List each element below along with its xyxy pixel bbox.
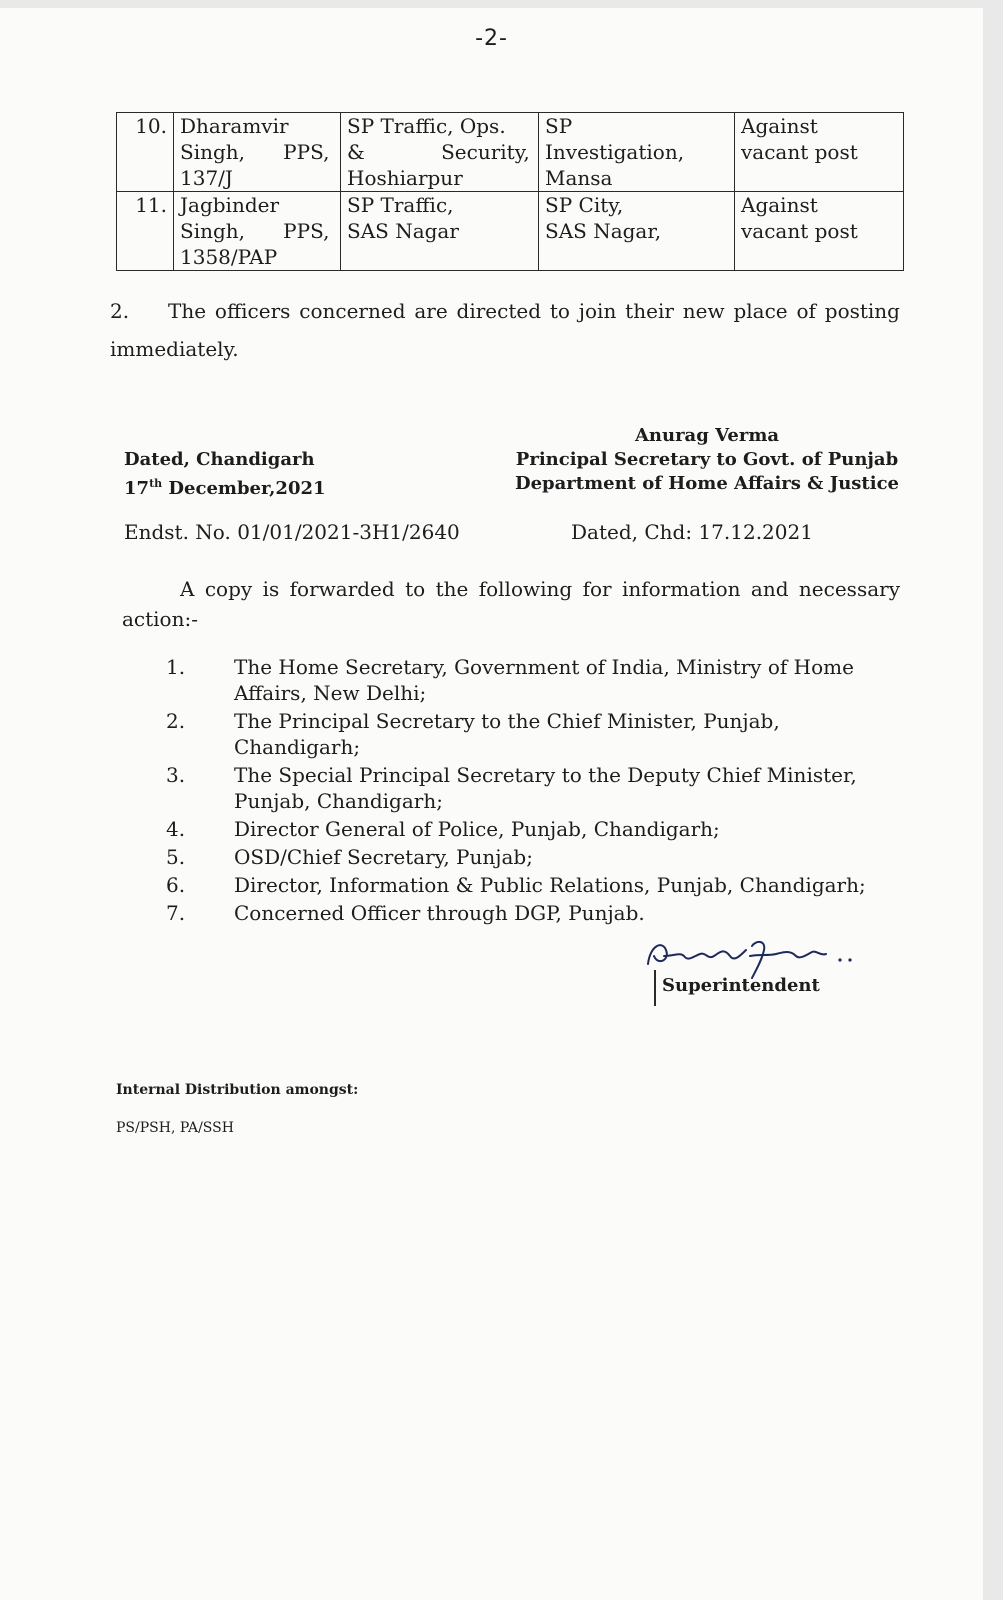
cell-line: Investigation,: [545, 140, 685, 164]
posting-table: [116, 112, 904, 271]
officer-name-cell: [174, 113, 341, 192]
list-number: 1.: [166, 655, 186, 679]
list-item: [166, 816, 866, 842]
signatory-designation: Principal Secretary to Govt. of Punjab: [515, 449, 899, 470]
copy-recipient-list: [166, 654, 866, 928]
cell-line: & Security,: [347, 140, 530, 164]
signatory-name: Anurag Verma: [634, 425, 780, 446]
list-number: 5.: [166, 845, 186, 869]
internal-distribution-heading: Internal Distribution amongst:: [116, 1082, 359, 1098]
cell-line: Singh, PPS,: [180, 140, 330, 164]
dated-month-year: December,2021: [162, 478, 326, 499]
paragraph-text: The officers concerned are directed to join their new place of posting immediately.: [110, 299, 900, 361]
signatory-block: [515, 424, 899, 496]
cell-line: Singh, PPS,: [180, 219, 330, 243]
instruction-paragraph: [110, 292, 900, 368]
dated-block: [124, 448, 326, 501]
paragraph-number: 2.: [110, 299, 130, 323]
cell-line: SP Traffic, Ops.: [347, 114, 506, 138]
document-page: [0, 8, 983, 1600]
cell-line: Against: [741, 114, 818, 138]
cell-line: SAS Nagar: [347, 219, 459, 243]
cell-line: vacant post: [741, 219, 858, 243]
cell-line: Against: [741, 193, 818, 217]
serial-number-cell: 10.: [117, 113, 174, 192]
list-text: The Home Secretary, Government of India, Ministry of Home Affairs, New Delhi;: [234, 655, 854, 705]
to-posting-cell: [539, 192, 735, 271]
list-number: 7.: [166, 901, 186, 925]
list-text: Concerned Officer through DGP, Punjab.: [234, 901, 645, 925]
list-number: 6.: [166, 873, 186, 897]
list-number: 2.: [166, 709, 186, 733]
remarks-cell: [735, 113, 904, 192]
cell-line: 1358/PAP: [180, 245, 278, 269]
list-number: 3.: [166, 763, 186, 787]
cell-line: 137/J: [180, 166, 233, 190]
cell-line: vacant post: [741, 140, 858, 164]
list-item: [166, 654, 866, 706]
superintendent-label: Superintendent: [654, 970, 820, 1006]
dated-day: 17: [124, 478, 150, 499]
list-item: [166, 872, 866, 898]
list-item: [166, 900, 866, 926]
list-text: The Special Principal Secretary to the Deputy Chief Minister, Punjab, Chandigarh;: [234, 763, 857, 813]
from-posting-cell: [341, 192, 539, 271]
cell-line: SP Traffic,: [347, 193, 454, 217]
cell-line: SAS Nagar,: [545, 219, 662, 243]
list-text: The Principal Secretary to the Chief Minister, Punjab, Chandigarh;: [234, 709, 780, 759]
list-item: [166, 708, 866, 760]
remarks-cell: [735, 192, 904, 271]
list-item: [166, 762, 866, 814]
officer-name-cell: [174, 192, 341, 271]
serial-number-cell: 11.: [117, 192, 174, 271]
cell-line: SP City,: [545, 193, 624, 217]
internal-distribution-list: PS/PSH, PA/SSH: [116, 1120, 234, 1136]
list-text: Director, Information & Public Relations, Punjab, Chandigarh;: [234, 873, 866, 897]
cell-line: Jagbinder: [180, 193, 280, 217]
page-number: -2-: [475, 26, 508, 51]
dated-day-suffix: th: [149, 477, 163, 490]
dated-place: Dated, Chandigarh: [124, 449, 315, 470]
cell-line: Dharamvir: [180, 114, 289, 138]
endorsement-date: Dated, Chd: 17.12.2021: [571, 520, 813, 544]
to-posting-cell: [539, 113, 735, 192]
cell-line: Mansa: [545, 166, 613, 190]
from-posting-cell: [341, 113, 539, 192]
cell-line: Hoshiarpur: [347, 166, 463, 190]
copy-forward-text: A copy is forwarded to the following for information and necessary action:-: [122, 577, 900, 631]
dated-date: [124, 472, 326, 501]
table-row: [117, 113, 904, 192]
table-row: [117, 192, 904, 271]
list-text: OSD/Chief Secretary, Punjab;: [234, 845, 533, 869]
endorsement-number: Endst. No. 01/01/2021-3H1/2640: [124, 520, 460, 544]
cell-line: SP: [545, 114, 573, 138]
signatory-department: Department of Home Affairs & Justice: [514, 473, 899, 494]
list-text: Director General of Police, Punjab, Chandigarh;: [234, 817, 720, 841]
list-number: 4.: [166, 817, 186, 841]
list-item: [166, 844, 866, 870]
